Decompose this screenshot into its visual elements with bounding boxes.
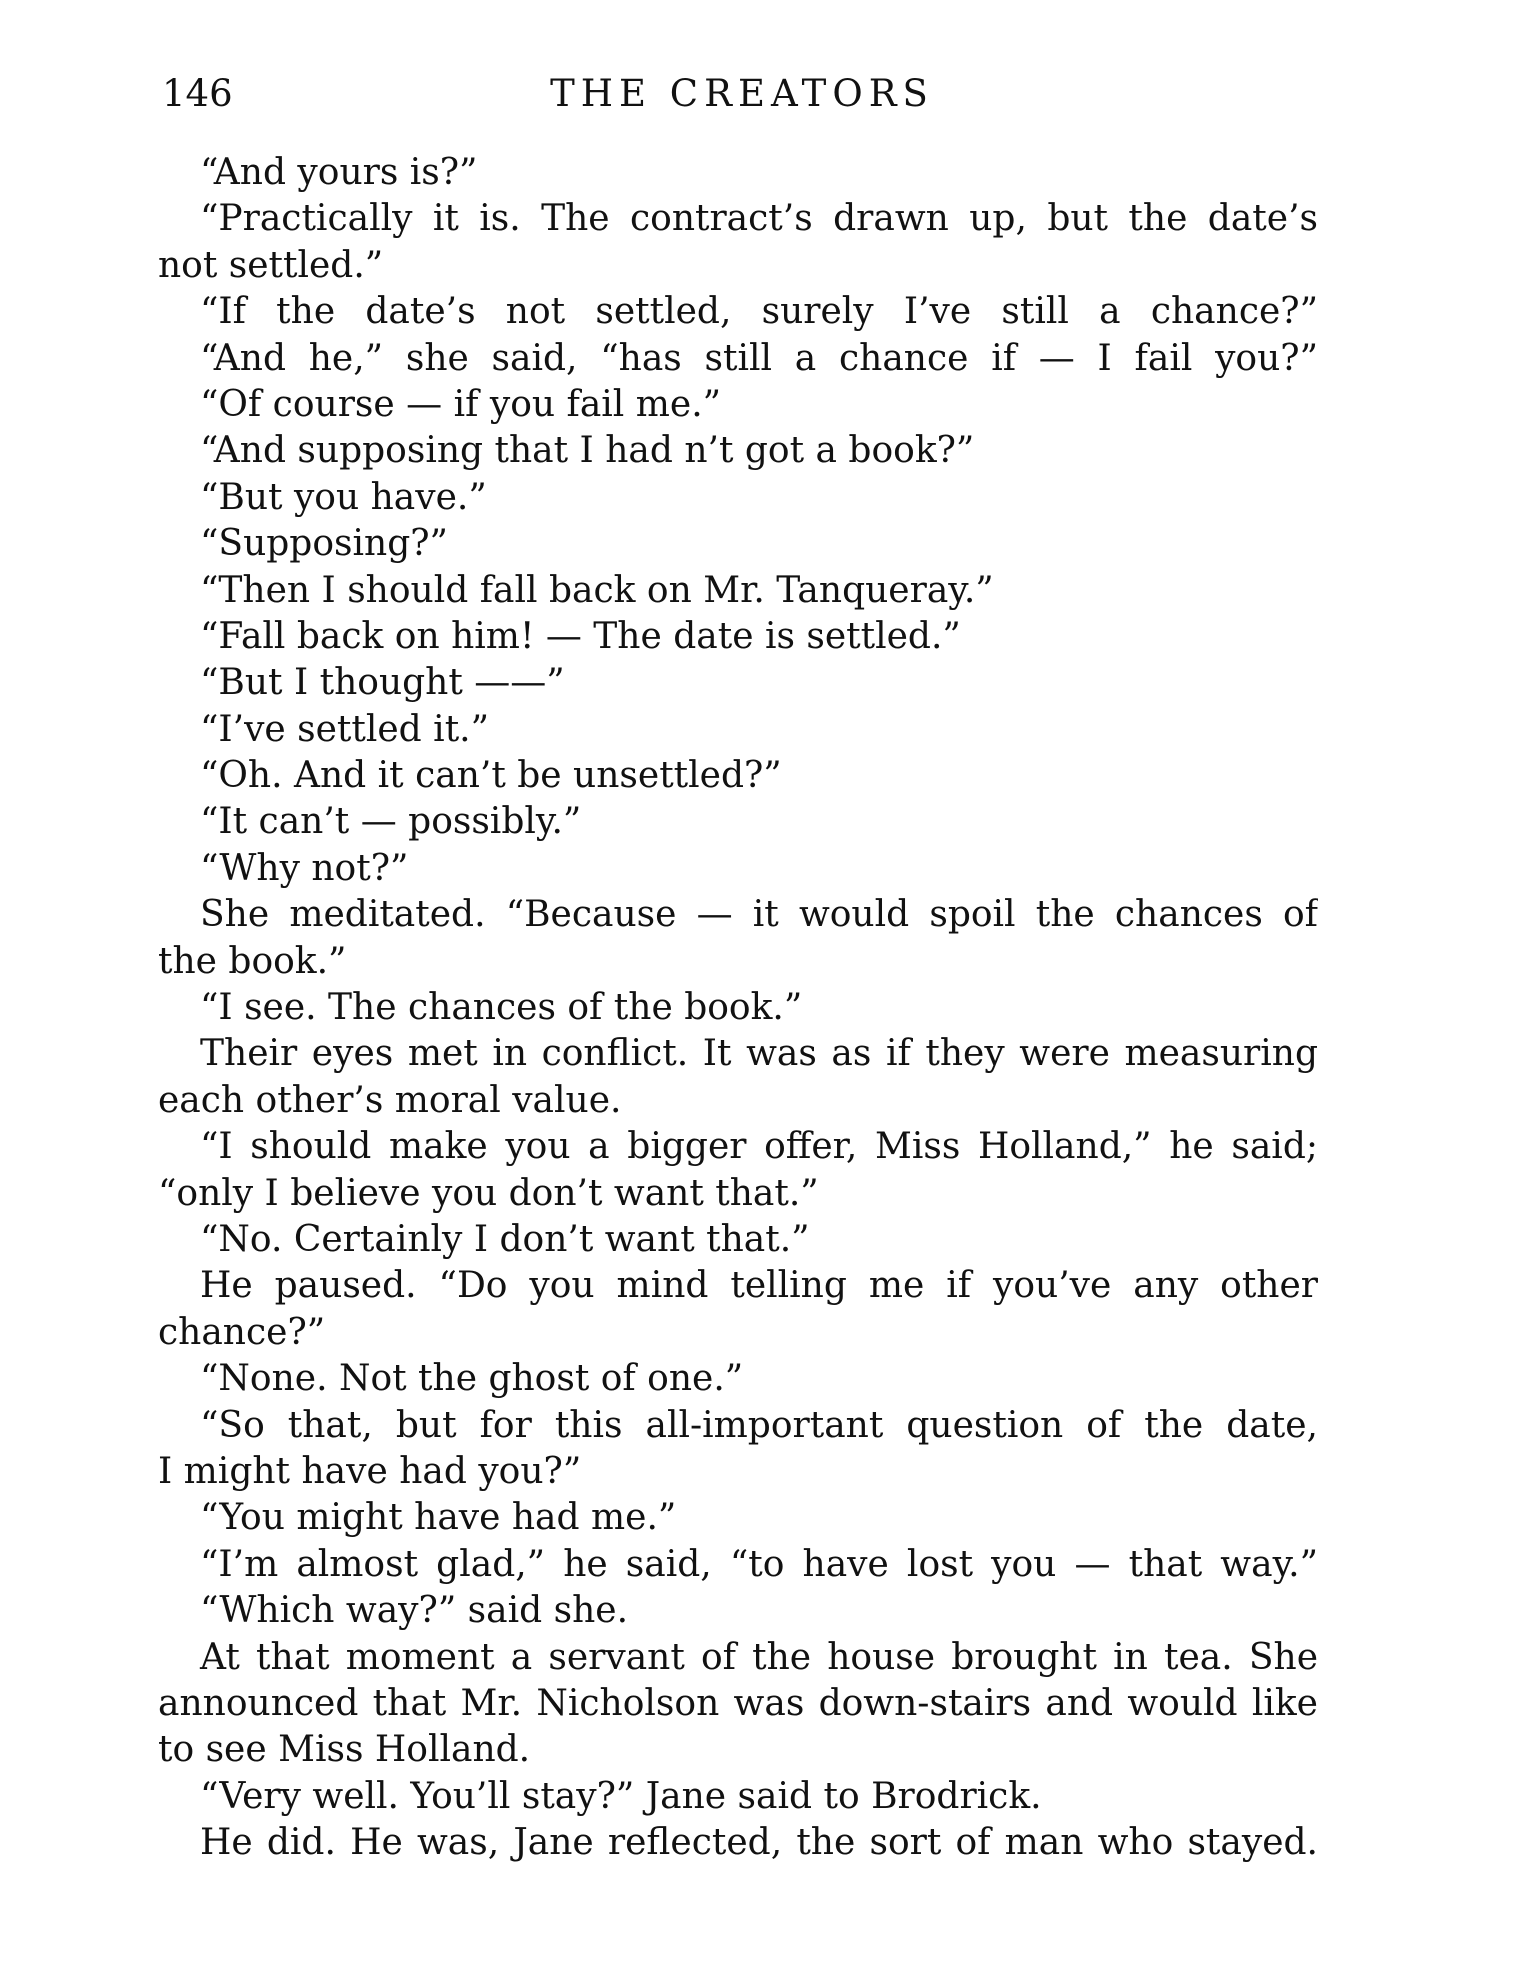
- text-line: “And yours is?”: [200, 152, 478, 193]
- text-line: announced that Mr. Nicholson was down-stairs and would like: [158, 1682, 1318, 1724]
- text-line: “Then I should fall back on Mr. Tanqueray.”: [200, 569, 994, 611]
- text-line: “If the date’s not settled, surely I’ve still a chance?”: [200, 291, 1318, 333]
- text-line: At that moment a servant of the house brought in tea. She: [200, 1636, 1318, 1678]
- text-line: “It can’t — possibly.”: [200, 801, 582, 843]
- text-line: He paused. “Do you mind telling me if you’ve any other: [200, 1265, 1318, 1307]
- text-line: “So that, but for this all-important question of the date,: [200, 1404, 1318, 1446]
- text-line: “Which way?” said she.: [200, 1590, 629, 1632]
- text-line: “And he,” she said, “has still a chance if — I fail you?”: [200, 337, 1318, 379]
- running-title: THE CREATORS: [550, 72, 934, 115]
- text-line: “I’ve settled it.”: [200, 708, 490, 750]
- text-line: “None. Not the ghost of one.”: [200, 1358, 744, 1400]
- body-text: [158, 150, 1318, 1866]
- text-line: each other’s moral value.: [158, 1079, 622, 1121]
- text-line: “And supposing that I had n’t got a book?”: [200, 430, 975, 472]
- text-line: I might have had you?”: [158, 1450, 582, 1492]
- text-line: “Very well. You’ll stay?” Jane said to Brodrick.: [200, 1775, 1042, 1817]
- text-line: Their eyes met in conflict. It was as if they were measuring: [200, 1033, 1318, 1075]
- text-line: “Supposing?”: [200, 523, 448, 565]
- text-line: “Why not?”: [200, 847, 409, 889]
- text-line: “Practically it is. The contract’s drawn up, but the date’s: [200, 198, 1318, 240]
- text-line: to see Miss Holland.: [158, 1729, 531, 1771]
- text-line: “I should make you a bigger offer, Miss Holland,” he said;: [200, 1126, 1318, 1168]
- text-line: She meditated. “Because — it would spoil the chances of: [200, 894, 1318, 936]
- text-line: “You might have had me.”: [200, 1497, 677, 1539]
- text-line: “But you have.”: [200, 476, 487, 518]
- text-line: He did. He was, Jane reflected, the sort of man who stayed.: [200, 1822, 1318, 1864]
- text-line: “Fall back on him! — The date is settled.”: [200, 615, 961, 657]
- text-line: “I see. The chances of the book.”: [200, 987, 803, 1029]
- text-line: “only I believe you don’t want that.”: [158, 1172, 819, 1214]
- text-line: “Of course — if you fail me.”: [200, 383, 722, 425]
- page-header: [162, 64, 1322, 124]
- text-line: “I’m almost glad,” he said, “to have lost you — that way.”: [200, 1543, 1318, 1585]
- text-line: “But I thought ——”: [200, 662, 565, 704]
- text-line: “No. Certainly I don’t want that.”: [200, 1218, 810, 1260]
- page-number: 146: [162, 72, 233, 115]
- text-line: not settled.”: [158, 244, 384, 286]
- text-line: the book.”: [158, 940, 347, 982]
- text-line: chance?”: [158, 1311, 326, 1353]
- text-line: “Oh. And it can’t be unsettled?”: [200, 755, 782, 797]
